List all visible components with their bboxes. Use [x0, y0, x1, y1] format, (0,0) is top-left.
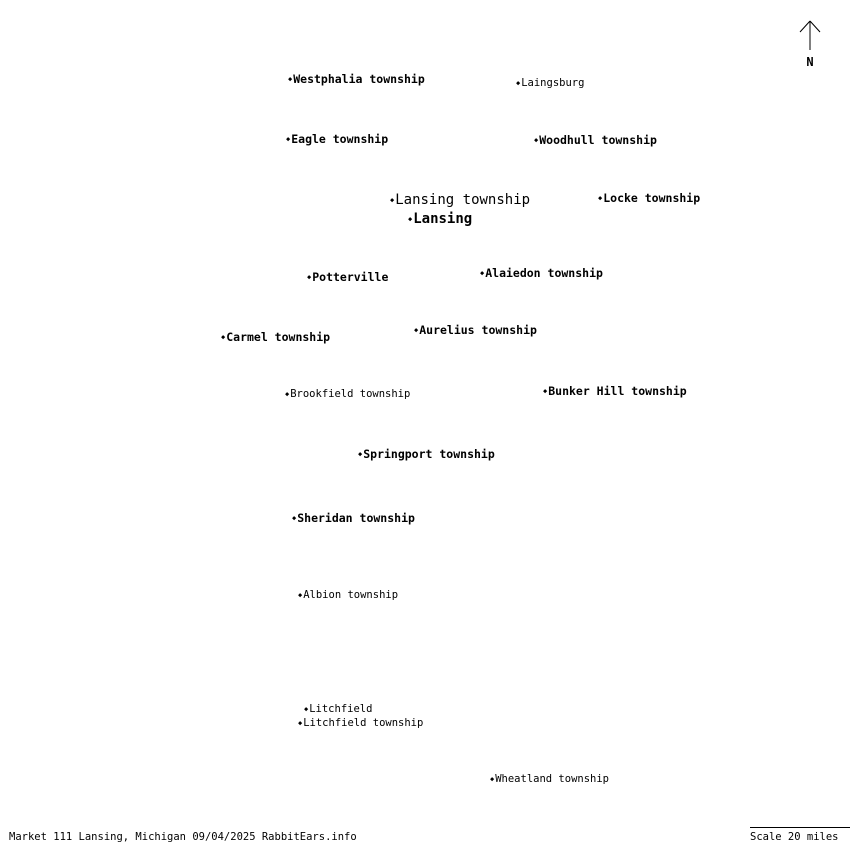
- location-marker-icon: ◆: [285, 389, 290, 398]
- place-laingsburg: [516, 78, 584, 89]
- north-arrow-icon: [798, 18, 824, 68]
- place-locke-township: [598, 193, 700, 205]
- place-eagle-township: [286, 134, 388, 146]
- place-label: Albion township: [303, 589, 399, 601]
- location-marker-icon: ◆: [298, 590, 303, 599]
- location-marker-icon: ◆: [480, 269, 485, 278]
- location-marker-icon: ◆: [298, 718, 303, 727]
- place-wheatland-township: [490, 774, 609, 785]
- location-marker-icon: ◆: [221, 333, 226, 342]
- place-label: Woodhull township: [539, 133, 657, 147]
- place-label: Litchfield township: [303, 717, 424, 729]
- place-label: Sheridan township: [297, 511, 415, 525]
- location-marker-icon: ◆: [390, 195, 395, 204]
- map-caption: Market 111 Lansing, Michigan 09/04/2025 RabbitEars.info: [9, 831, 357, 843]
- location-marker-icon: ◆: [288, 75, 293, 84]
- location-marker-icon: ◆: [516, 78, 521, 87]
- place-label: Springport township: [363, 447, 495, 461]
- location-marker-icon: ◆: [304, 704, 309, 713]
- place-label: Laingsburg: [521, 77, 585, 89]
- location-marker-icon: ◆: [358, 450, 363, 459]
- place-label: Lansing: [413, 211, 473, 227]
- place-label: Wheatland township: [495, 773, 610, 785]
- place-label: Aurelius township: [419, 323, 537, 337]
- location-marker-icon: ◆: [534, 136, 539, 145]
- place-label: Locke township: [603, 191, 701, 205]
- location-marker-icon: ◆: [598, 194, 603, 203]
- place-label: Carmel township: [226, 330, 331, 344]
- place-westphalia-township: [288, 74, 425, 86]
- location-marker-icon: ◆: [292, 514, 297, 523]
- location-marker-icon: ◆: [490, 774, 495, 783]
- place-carmel-township: [221, 332, 330, 344]
- place-label: Alaiedon township: [485, 266, 603, 280]
- place-aurelius-township: [414, 325, 537, 337]
- location-marker-icon: ◆: [408, 214, 413, 223]
- place-lansing: [408, 212, 472, 226]
- place-label: Eagle township: [291, 132, 389, 146]
- place-litchfield: [304, 704, 372, 715]
- location-marker-icon: ◆: [414, 326, 419, 335]
- place-label: Litchfield: [309, 703, 373, 715]
- place-label: Bunker Hill township: [548, 384, 687, 398]
- place-potterville: [307, 272, 388, 284]
- place-springport-township: [358, 449, 495, 461]
- scale-bar: [750, 827, 850, 828]
- place-label: Brookfield township: [290, 388, 411, 400]
- place-alaiedon-township: [480, 268, 603, 280]
- place-litchfield-township: [298, 718, 423, 729]
- place-brookfield-township: [285, 389, 410, 400]
- location-marker-icon: ◆: [543, 387, 548, 396]
- place-lansing-township: [390, 193, 530, 207]
- location-marker-icon: ◆: [286, 135, 291, 144]
- place-bunker-hill-township: [543, 386, 687, 398]
- place-woodhull-township: [534, 135, 657, 147]
- place-label: Potterville: [312, 270, 389, 284]
- place-label: Westphalia township: [293, 72, 425, 86]
- place-sheridan-township: [292, 513, 415, 525]
- location-marker-icon: ◆: [307, 273, 312, 282]
- place-label: Lansing township: [395, 192, 531, 208]
- scale-label: Scale 20 miles: [750, 831, 839, 843]
- compass-north-label: N: [806, 55, 814, 68]
- place-albion-township: [298, 590, 398, 601]
